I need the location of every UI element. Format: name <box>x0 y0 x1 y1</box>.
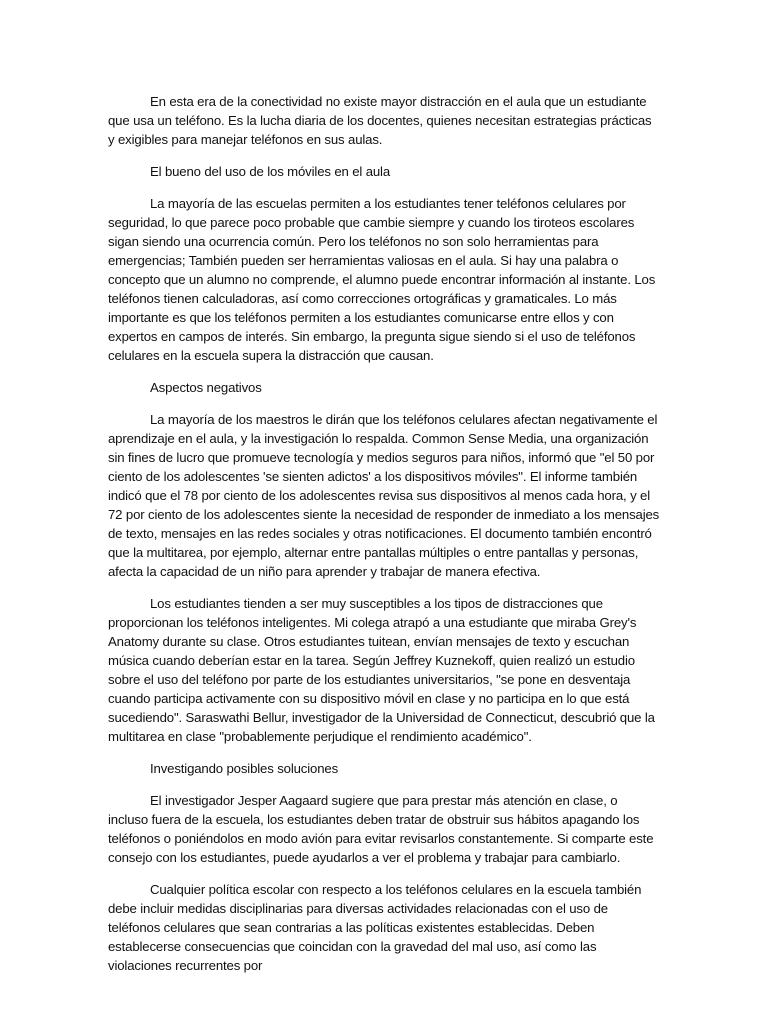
paragraph-solutions: El investigador Jesper Aagaard sugiere que para prestar más atención en clase, o incluso fuera de la escuela, los estudiantes deben tratar de obstruir sus hábitos apagando los teléfonos o poniéndolos en modo avión para evitar revisarlos constantemente. Si comparte este consejo con los estudiantes, puede ayudarlos a ver el problema y trabajar para cambiarlo. <box>108 793 654 865</box>
section-heading-negatives: Aspectos negativos <box>150 380 262 395</box>
section-heading-benefits: El bueno del uso de los móviles en el aula <box>150 164 391 179</box>
paragraph-negatives: La mayoría de los maestros le dirán que los teléfonos celulares afectan negativamente el aprendizaje en el aula, y la investigación lo respalda. Common Sense Media, una organización sin fines de lucro que promueve tecnología y medios seguros para niños, informó que "el 50 por ciento de los adolescentes 'se sienten adictos' a los dispositivos móviles". El informe también indicó que el 78 por ciento de los adolescentes revisa sus dispositivos al menos cada hora, y el 72 por ciento de los adolescentes siente la necesidad de responder de inmediato a los mensajes de texto, mensajes en las redes sociales y otras notificaciones. El documento también encontró que la multitarea, por ejemplo, alternar entre pantallas múltiples o entre pantallas y personas, afecta la capacidad de un niño para aprender y trabajar de manera efectiva. <box>108 412 660 579</box>
paragraph-benefits: La mayoría de las escuelas permiten a los estudiantes tener teléfonos celulares por seguridad, lo que parece poco probable que cambie siempre y cuando los tiroteos escolares sigan siendo una ocurrencia común. Pero los teléfonos no son solo herramientas para emergencias; También pueden ser herramientas valiosas en el aula. Si hay una palabra o concepto que un alumno no comprende, el alumno puede encontrar información al instante. Los teléfonos tienen calculadoras, así como correcciones ortográficas y gramaticales. Lo más importante es que los teléfonos permiten a los estudiantes comunicarse entre ellos y con expertos en campos de interés. Sin embargo, la pregunta sigue siendo si el uso de teléfonos celulares en la escuela supera la distracción que causan. <box>108 196 656 363</box>
paragraph-policy: Cualquier política escolar con respecto a los teléfonos celulares en la escuela también debe incluir medidas disciplinarias para diversas actividades relacionadas con el uso de teléfonos celulares que sean contrarias a las políticas existentes establecidas. Deben establecerse consecuencias que coincidan con la gravedad del mal uso, así como las violaciones recurrentes por <box>108 882 642 973</box>
paragraph-intro: En esta era de la conectividad no existe mayor distracción en el aula que un estudiante que usa un teléfono. Es la lucha diaria de los docentes, quienes necesitan estrategias prácticas y exigibles para manejar teléfonos en sus aulas. <box>108 94 652 147</box>
section-heading-solutions: Investigando posibles soluciones <box>150 761 339 776</box>
document-body <box>108 92 660 988</box>
paragraph-distractions: Los estudiantes tienden a ser muy susceptibles a los tipos de distracciones que proporcionan los teléfonos inteligentes. Mi colega atrapó a una estudiante que miraba Grey's Anatomy durante su clase. Otros estudiantes tuitean, envían mensajes de texto y escuchan música cuando deberían estar en la tarea. Según Jeffrey Kuznekoff, quien realizó un estudio sobre el uso del teléfono por parte de los estudiantes universitarios, "se pone en desventaja cuando participa activamente con su dispositivo móvil en clase y no participa en lo que está sucediendo". Saraswathi Bellur, investigador de la Universidad de Connecticut, descubrió que la multitarea en clase "probablemente perjudique el rendimiento académico". <box>108 596 655 744</box>
